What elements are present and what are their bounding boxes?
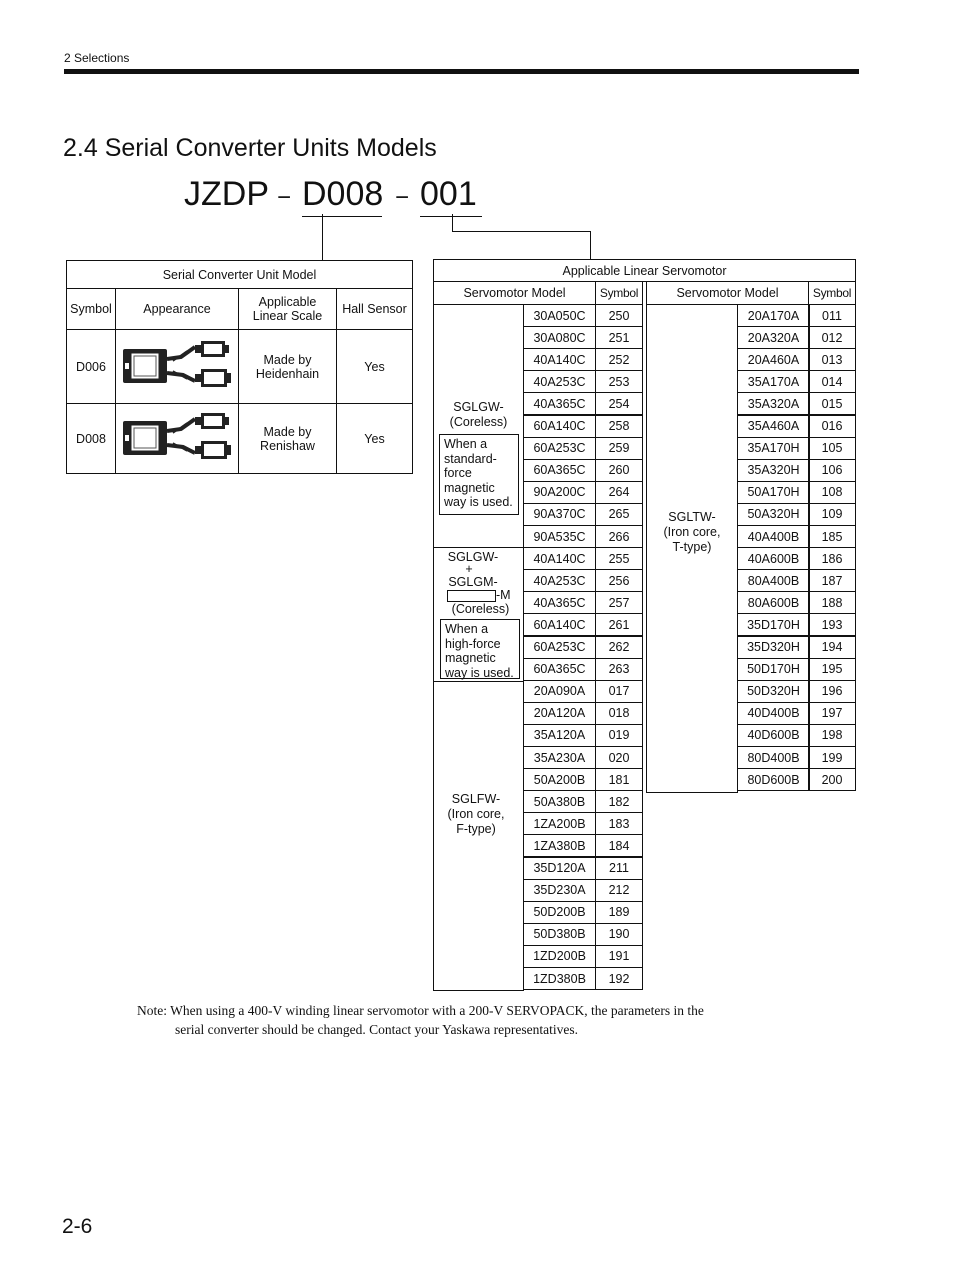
servomotor-symbol-cell: 106 <box>808 459 856 482</box>
servomotor-model-cell: 40A140C <box>523 348 596 371</box>
servo-table-title: Applicable Linear Servomotor <box>433 259 856 282</box>
note-high-force: When a high-force magnetic way is used. <box>440 619 520 679</box>
servomotor-model-cell: 20A090A <box>523 680 596 703</box>
servomotor-symbol-cell: 192 <box>595 967 643 990</box>
servomotor-symbol-cell: 255 <box>595 547 643 570</box>
servomotor-symbol-cell: 198 <box>808 724 856 747</box>
table-row <box>67 330 413 404</box>
hall-sensor-cell: Yes <box>337 330 413 404</box>
group-label-plus: + <box>465 562 473 576</box>
blank-placeholder-box <box>447 590 496 602</box>
servomotor-model-cell: 50A380B <box>523 790 596 813</box>
linear-scale-cell: Made by Heidenhain <box>239 330 337 404</box>
servomotor-symbol-cell: 196 <box>808 680 856 703</box>
servomotor-symbol-cell: 200 <box>808 768 856 791</box>
hall-sensor-cell: Yes <box>337 404 413 474</box>
footnote-line-2: serial converter should be changed. Contact your Yaskawa representatives. <box>175 1022 578 1037</box>
note-standard-force: When a standard- force magnetic way is used. <box>439 434 519 515</box>
servomotor-model-cell: 50A200B <box>523 768 596 791</box>
servomotor-model-cell: 50D170H <box>737 658 810 681</box>
servomotor-symbol-cell: 191 <box>595 945 643 968</box>
servomotor-model-cell: 40A140C <box>523 547 596 570</box>
page-number: 2-6 <box>62 1215 93 1238</box>
servomotor-symbol-cell: 011 <box>808 304 856 327</box>
group-label-sgltw: SGLTW- (Iron core, T-type) <box>663 510 721 554</box>
servomotor-symbol-cell: 020 <box>595 746 643 769</box>
servomotor-model-cell: 1ZA200B <box>523 812 596 835</box>
servomotor-model-cell: 35D170H <box>737 613 810 636</box>
col-header-symbol-right: Symbol <box>808 281 856 305</box>
servomotor-model-cell: 35A460A <box>737 415 810 438</box>
servomotor-model-cell: 35D230A <box>523 879 596 902</box>
model-dash-2: − <box>395 184 410 211</box>
servomotor-model-cell: 40A600B <box>737 547 810 570</box>
servomotor-model-cell: 60A140C <box>523 613 596 636</box>
servomotor-symbol-cell: 258 <box>595 415 643 438</box>
servomotor-model-cell: 30A080C <box>523 326 596 349</box>
connector-line-2b <box>452 231 591 232</box>
servomotor-symbol-cell: 014 <box>808 370 856 393</box>
col-header-hall-sensor: Hall Sensor <box>337 289 413 330</box>
appearance-cell <box>116 330 239 404</box>
converter-unit-d008-image <box>121 413 233 461</box>
group-label-sglfw: SGLFW- (Iron core, F-type) <box>447 792 505 836</box>
servomotor-symbol-cell: 195 <box>808 658 856 681</box>
group-label-sglgm: SGLGM- <box>448 575 498 589</box>
group-label-m-suffix: -M <box>496 588 511 602</box>
servomotor-model-cell: 60A365C <box>523 658 596 681</box>
servomotor-model-cell: 35D120A <box>523 857 596 880</box>
servomotor-symbol-cell: 266 <box>595 525 643 548</box>
servomotor-model-cell: 40A365C <box>523 392 596 415</box>
servomotor-symbol-cell: 189 <box>595 901 643 924</box>
connector-line-2c <box>590 231 591 260</box>
servomotor-symbol-cell: 263 <box>595 658 643 681</box>
servomotor-model-cell: 20A170A <box>737 304 810 327</box>
servomotor-model-cell: 20A320A <box>737 326 810 349</box>
servomotor-model-cell: 50D200B <box>523 901 596 924</box>
servomotor-model-cell: 80D400B <box>737 746 810 769</box>
col-header-appearance: Appearance <box>116 289 239 330</box>
section-title: 2.4 Serial Converter Units Models <box>63 134 437 162</box>
footnote-line-1: Note: When using a 400-V winding linear servomotor with a 200-V SERVOPACK, the parameters in the <box>137 1003 704 1018</box>
servomotor-model-cell: 35A230A <box>523 746 596 769</box>
servomotor-model-cell: 35A170A <box>737 370 810 393</box>
servomotor-symbol-cell: 018 <box>595 702 643 725</box>
col-header-model-right: Servomotor Model <box>646 281 809 305</box>
model-dash-1: − <box>277 184 292 211</box>
servomotor-symbol-cell: 017 <box>595 680 643 703</box>
servomotor-symbol-cell: 108 <box>808 481 856 504</box>
servomotor-model-cell: 90A370C <box>523 503 596 526</box>
servomotor-symbol-cell: 257 <box>595 591 643 614</box>
serial-converter-unit-table <box>66 260 413 474</box>
servomotor-symbol-cell: 262 <box>595 636 643 659</box>
servomotor-symbol-cell: 186 <box>808 547 856 570</box>
servomotor-symbol-cell: 254 <box>595 392 643 415</box>
servomotor-symbol-cell: 252 <box>595 348 643 371</box>
servomotor-model-cell: 60A365C <box>523 459 596 482</box>
servomotor-model-cell: 40D600B <box>737 724 810 747</box>
servomotor-model-cell: 60A140C <box>523 415 596 438</box>
servomotor-model-cell: 1ZD380B <box>523 967 596 990</box>
servomotor-symbol-cell: 211 <box>595 857 643 880</box>
connector-line-1 <box>322 214 323 260</box>
servomotor-symbol-cell: 183 <box>595 812 643 835</box>
servomotor-model-cell: 50D320H <box>737 680 810 703</box>
servomotor-symbol-cell: 253 <box>595 370 643 393</box>
servomotor-symbol-cell: 190 <box>595 923 643 946</box>
servomotor-model-cell: 80A400B <box>737 569 810 592</box>
servomotor-symbol-cell: 185 <box>808 525 856 548</box>
servomotor-model-cell: 35A320H <box>737 459 810 482</box>
model-part-1: D008 <box>302 172 382 217</box>
servomotor-symbol-cell: 251 <box>595 326 643 349</box>
servomotor-symbol-cell: 212 <box>595 879 643 902</box>
servomotor-symbol-cell: 012 <box>808 326 856 349</box>
servomotor-model-cell: 30A050C <box>523 304 596 327</box>
servomotor-model-cell: 50A320H <box>737 503 810 526</box>
servomotor-symbol-cell: 019 <box>595 724 643 747</box>
servomotor-model-cell: 80D600B <box>737 768 810 791</box>
header-rule <box>64 69 859 74</box>
servomotor-model-cell: 35D320H <box>737 636 810 659</box>
servomotor-symbol-cell: 256 <box>595 569 643 592</box>
servomotor-symbol-cell: 194 <box>808 636 856 659</box>
servomotor-model-cell: 50D380B <box>523 923 596 946</box>
col-header-symbol: Symbol <box>67 289 116 330</box>
servomotor-model-cell: 35A170H <box>737 437 810 460</box>
servomotor-symbol-cell: 199 <box>808 746 856 769</box>
servomotor-symbol-cell: 193 <box>808 613 856 636</box>
connector-line-2a <box>452 214 453 232</box>
running-header: 2 Selections <box>64 51 130 65</box>
servomotor-symbol-cell: 182 <box>595 790 643 813</box>
servomotor-symbol-cell: 181 <box>595 768 643 791</box>
group-label-coreless: (Coreless) <box>451 602 510 616</box>
symbol-cell: D008 <box>67 404 116 474</box>
servomotor-model-cell: 40A365C <box>523 591 596 614</box>
converter-unit-d006-image <box>121 341 233 389</box>
servomotor-model-cell: 40D400B <box>737 702 810 725</box>
servomotor-model-cell: 60A253C <box>523 636 596 659</box>
col-header-model-left: Servomotor Model <box>433 281 596 305</box>
servomotor-model-cell: 35A320A <box>737 392 810 415</box>
servomotor-symbol-cell: 187 <box>808 569 856 592</box>
servomotor-model-cell: 40A253C <box>523 370 596 393</box>
model-part-2: 001 <box>420 172 482 217</box>
table-row <box>67 404 413 474</box>
servomotor-model-cell: 20A460A <box>737 348 810 371</box>
col-header-linear-scale: Applicable Linear Scale <box>239 289 337 330</box>
servomotor-model-cell: 20A120A <box>523 702 596 725</box>
appearance-cell <box>116 404 239 474</box>
servomotor-model-cell: 80A600B <box>737 591 810 614</box>
servomotor-model-cell: 90A200C <box>523 481 596 504</box>
servomotor-symbol-cell: 197 <box>808 702 856 725</box>
servomotor-symbol-cell: 015 <box>808 392 856 415</box>
servomotor-model-cell: 60A253C <box>523 437 596 460</box>
group-label-sglgw-2: SGLGW- <box>447 550 499 564</box>
servomotor-model-cell: 50A170H <box>737 481 810 504</box>
servomotor-symbol-cell: 250 <box>595 304 643 327</box>
servomotor-model-cell: 35A120A <box>523 724 596 747</box>
unit-table-title: Serial Converter Unit Model <box>67 261 413 289</box>
footnote <box>137 1001 704 1039</box>
servomotor-symbol-cell: 016 <box>808 415 856 438</box>
servomotor-symbol-cell: 261 <box>595 613 643 636</box>
servomotor-symbol-cell: 188 <box>808 591 856 614</box>
servomotor-symbol-cell: 259 <box>595 437 643 460</box>
servomotor-symbol-cell: 105 <box>808 437 856 460</box>
servomotor-model-cell: 40A400B <box>737 525 810 548</box>
servomotor-symbol-cell: 013 <box>808 348 856 371</box>
servomotor-symbol-cell: 260 <box>595 459 643 482</box>
col-header-symbol-left: Symbol <box>595 281 643 305</box>
linear-scale-cell: Made by Renishaw <box>239 404 337 474</box>
servomotor-model-cell: 1ZA380B <box>523 834 596 857</box>
servomotor-symbol-cell: 184 <box>595 834 643 857</box>
model-prefix: JZDP <box>184 175 269 213</box>
symbol-cell: D006 <box>67 330 116 404</box>
servomotor-symbol-cell: 109 <box>808 503 856 526</box>
servomotor-model-cell: 90A535C <box>523 525 596 548</box>
group-label-sglgw: SGLGW- (Coreless) <box>449 400 508 429</box>
servomotor-symbol-cell: 264 <box>595 481 643 504</box>
servomotor-model-cell: 1ZD200B <box>523 945 596 968</box>
servomotor-symbol-cell: 265 <box>595 503 643 526</box>
servomotor-model-cell: 40A253C <box>523 569 596 592</box>
